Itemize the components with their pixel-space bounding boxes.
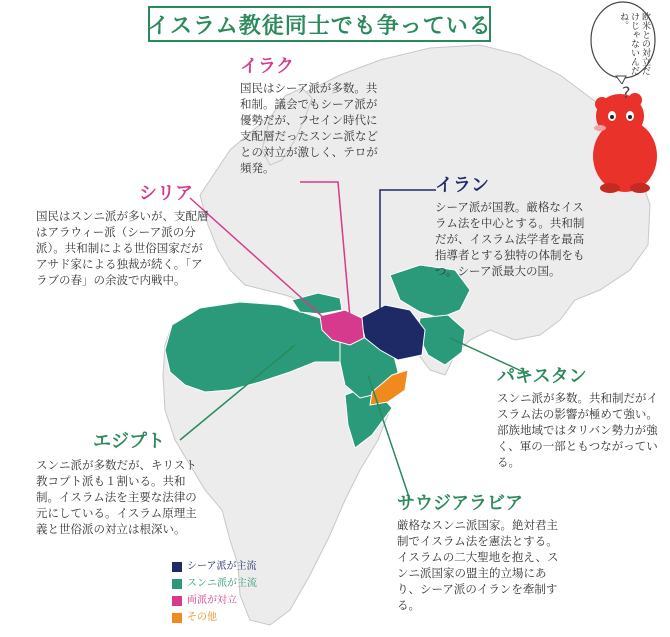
iraq-name: イラク	[240, 56, 294, 77]
iran-description: シーア派が国教。厳格なイスラム法を中心とする。共和制だが、イスラム法学者を最高指導者とする独特の体制をもつ。シーア派最大の国。	[435, 200, 585, 278]
country-iraq	[240, 57, 382, 176]
syria-description: 国民はスンニ派が多いが、支配層はアラウィー派（シーア派の分派）。共和制による世俗国家だがアサド家による独裁が続く。「アラブの春」の余波で内戦中。	[36, 209, 209, 287]
country-syria-name-wrap	[139, 184, 193, 204]
legend-swatch-sunni	[172, 579, 182, 589]
legend-swatch-conflict	[172, 596, 182, 606]
country-saudi	[397, 494, 569, 613]
svg-text:?: ?	[622, 86, 631, 102]
syria-name: シリア	[139, 183, 193, 204]
legend-swatch-shia	[172, 562, 182, 572]
saudi-description: 厳格なスンニ派国家。絶対君主制でイスラム法を憲法とする。イスラムの二大聖地を抱え、スンニ派国家の盟主的立場にあり、シーア派のイランを牽制する。	[397, 518, 559, 612]
page-title: イスラム教徒同士でも争っている	[147, 13, 492, 39]
country-egypt-name-wrap	[93, 432, 165, 452]
pakistan-description: スンニ派が多数。共和制だがイスラム法の影響が極めて強い。部族地域ではタリバン勢力が強く、軍の一部ともつながっている。	[497, 391, 658, 469]
legend-item	[172, 609, 257, 626]
iran-name: イラン	[435, 175, 489, 196]
title-box	[148, 6, 491, 42]
legend-label: スンニ派が主流	[187, 577, 257, 589]
country-iran	[435, 176, 585, 279]
legend-swatch-other	[172, 613, 182, 623]
legend-item	[172, 558, 257, 575]
map-legend	[172, 558, 257, 626]
legend-label: シーア派が主流	[187, 560, 257, 572]
mascot-icon	[580, 86, 666, 194]
speech-bubble-text: 欧米との対立だけじゃないんだね。	[618, 12, 650, 75]
legend-label: その他	[187, 611, 217, 623]
saudi-name: サウジアラビア	[397, 493, 523, 514]
iraq-description: 国民はシーア派が多数。共和制。議会でもシーア派が優勢だが、フセイン時代に支配層だったスンニ派などとの対立が激しく、テロが頻発。	[240, 81, 378, 175]
legend-item	[172, 592, 257, 609]
legend-item	[172, 575, 257, 592]
egypt-name: エジプト	[93, 431, 165, 452]
country-pakistan	[497, 367, 665, 470]
egypt-description: スンニ派が多数だが、キリスト教コプト派も１割いる。共和制。イスラム法を主要な法律の元にしている。イスラム原理主義と世俗派の対立は根深い。	[36, 458, 197, 536]
pakistan-name: パキスタン	[497, 366, 587, 387]
legend-label: 両派が対立	[187, 594, 237, 606]
